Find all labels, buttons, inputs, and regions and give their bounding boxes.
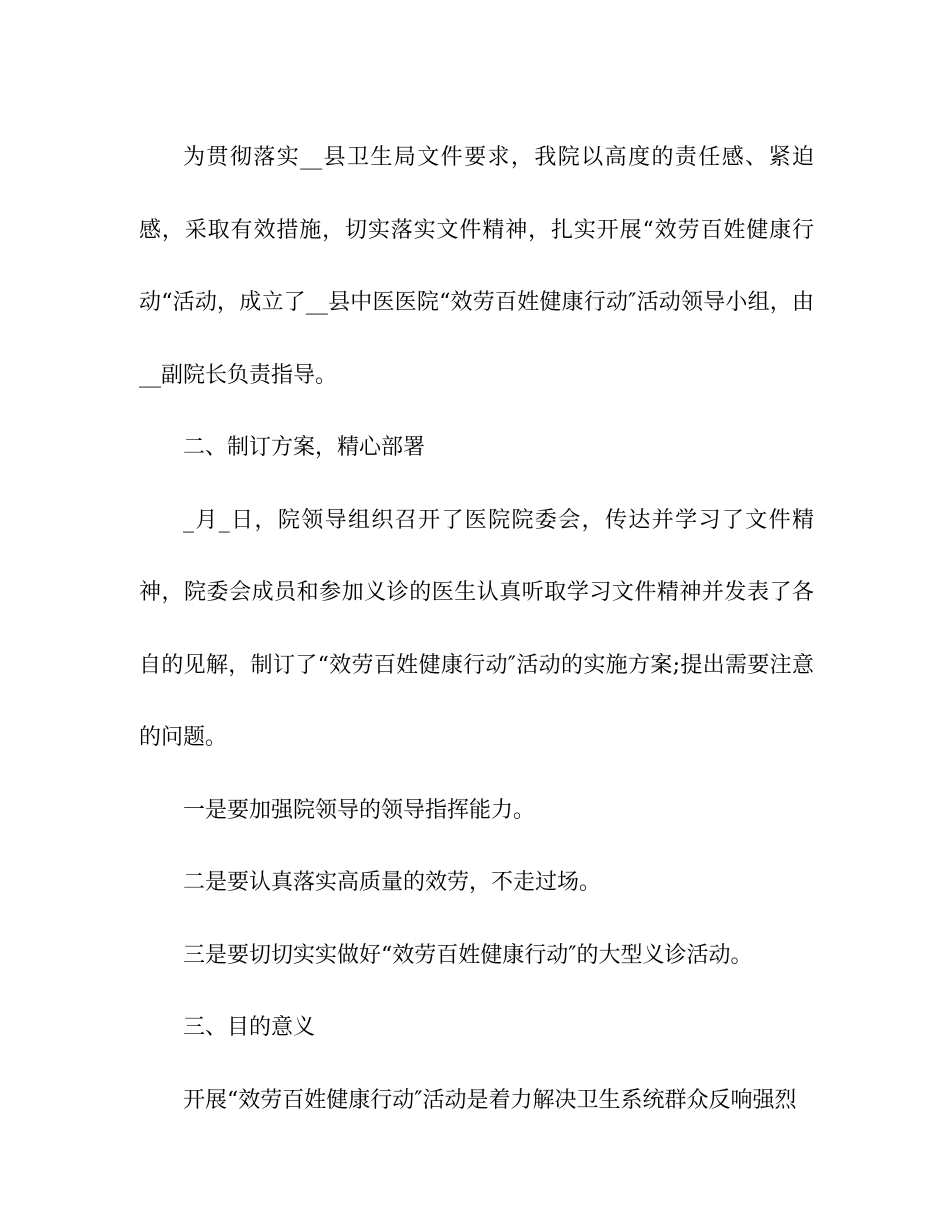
section-heading-plan: 二、制订方案，精心部署 [183, 435, 426, 460]
list-item-first: 一是要加强院领导的领导指挥能力。 [183, 797, 536, 823]
paragraph-meeting: _月_日，院领导组织召开了医院院委会，传达并学习了文件精神，院委会成员和参加义诊的医生认真听取学习文件精神并发表了各自的见解，制订了“效劳百姓健康行动″活动的实施方案;提出需要注意的问题。 [139, 507, 814, 750]
list-item-third: 三是要切切实实做好“效劳百姓健康行动″的大型义诊活动。 [183, 942, 753, 968]
paragraph-purpose: 开展“效劳百姓健康行动″活动是着力解决卫生系统群众反响强烈 [183, 1087, 797, 1113]
list-item-second: 二是要认真落实高质量的效劳，不走过场。 [183, 870, 602, 895]
paragraph-implementation-intro: 为贯彻落实__县卫生局文件要求，我院以高度的责任感、紧迫感，采取有效措施，切实落实文件精神，扎实开展“效劳百姓健康行动“活动，成立了__县中医医院“效劳百姓健康行动″活动领导小组，由__副院长负责指导。 [139, 145, 814, 388]
document-body [139, 122, 814, 1137]
section-heading-purpose: 三、目的意义 [183, 1015, 316, 1040]
